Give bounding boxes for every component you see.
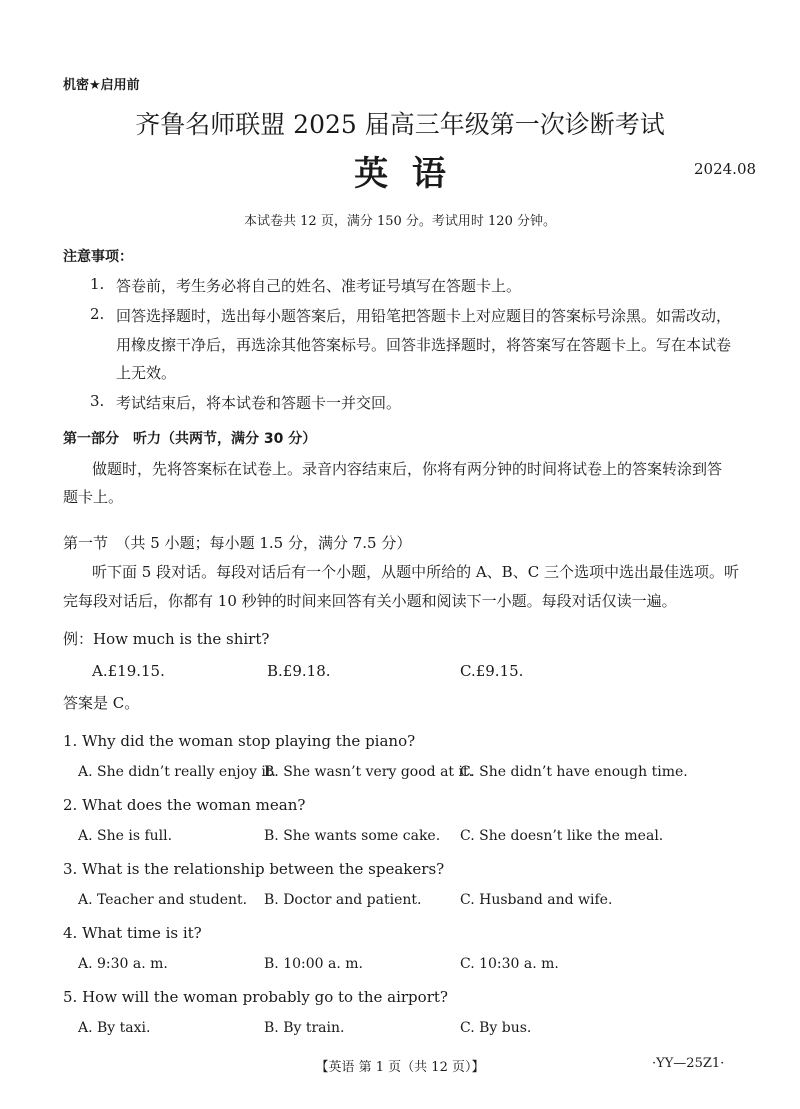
- notes-title: 注意事项：: [63, 249, 133, 265]
- question-option: B. By train.: [264, 1020, 345, 1036]
- question-option: A. Teacher and student.: [78, 892, 248, 908]
- part1-instruction: 题卡上。: [63, 488, 124, 506]
- question-option: C. She doesn’t like the meal.: [460, 828, 664, 844]
- question-option: C. Husband and wife.: [460, 892, 613, 908]
- example-option: C.£9.15.: [460, 662, 524, 680]
- page-footer: 【英语 第 1 页（共 12 页）】: [315, 1060, 485, 1075]
- example-option: B.£9.18.: [267, 662, 331, 680]
- question-stem: 2. What does the woman mean?: [63, 796, 306, 814]
- question-option: A. By taxi.: [78, 1020, 151, 1036]
- question-option: B. 10:00 a. m.: [264, 956, 363, 972]
- note-text: 用橡皮擦干净后，再选涂其他答案标号。回答非选择题时，将答案写在答题卡上。写在本试卷: [116, 336, 732, 354]
- question-option: B. She wasn’t very good at it.: [264, 764, 474, 780]
- note-number: 2.: [90, 305, 105, 323]
- part1-title: 第一部分 听力（共两节，满分 30 分）: [63, 431, 317, 447]
- exam-title: 齐鲁名师联盟 2025 届高三年级第一次诊断考试: [135, 110, 665, 139]
- question-stem: 5. How will the woman probably go to the airport?: [63, 988, 448, 1006]
- question-option: B. She wants some cake.: [264, 828, 441, 844]
- exam-info: 本试卷共 12 页，满分 150 分。考试用时 120 分钟。: [244, 214, 556, 229]
- note-text: 回答选择题时，选出每小题答案后，用铅笔把答题卡上对应题目的答案标号涂黑。如需改动，: [116, 307, 732, 325]
- note-text: 答卷前，考生务必将自己的姓名、准考证号填写在答题卡上。: [116, 277, 522, 295]
- part1-instruction: 做题时，先将答案标在试卷上。录音内容结束后，你将有两分钟的时间将试卷上的答案转涂到答: [92, 460, 723, 478]
- exam-date: 2024.08: [694, 160, 757, 178]
- example-answer: 答案是 C。: [63, 694, 140, 712]
- question-stem: 1. Why did the woman stop playing the piano?: [63, 732, 416, 750]
- question-stem: 3. What is the relationship between the speakers?: [63, 860, 445, 878]
- question-option: C. By bus.: [460, 1020, 532, 1036]
- note-number: 3.: [90, 392, 105, 410]
- question-option: A. She is full.: [78, 828, 173, 844]
- section1-title: 第一节 （共 5 小题；每小题 1.5 分，满分 7.5 分）: [63, 534, 412, 552]
- question-option: A. She didn’t really enjoy it.: [78, 764, 276, 780]
- note-text: 考试结束后，将本试卷和答题卡一并交回。: [116, 394, 402, 412]
- question-option: B. Doctor and patient.: [264, 892, 422, 908]
- section1-instruction: 听下面 5 段对话。每段对话后有一个小题，从题中所给的 A、B、C 三个选项中选出最佳选项。听: [92, 563, 739, 581]
- exam-code: ·YY—25Z1·: [652, 1056, 725, 1071]
- confidential-label: 机密★启用前: [63, 78, 140, 93]
- note-text: 上无效。: [116, 364, 177, 382]
- note-number: 1.: [90, 275, 105, 293]
- section1-instruction: 完每段对话后，你都有 10 秒钟的时间来回答有关小题和阅读下一小题。每段对话仅读一遍。: [63, 592, 677, 610]
- example-option: A.£19.15.: [92, 662, 165, 680]
- example-question: 例：How much is the shirt?: [63, 630, 270, 648]
- question-option: C. 10:30 a. m.: [460, 956, 559, 972]
- subject-title: 英 语: [354, 154, 446, 194]
- question-stem: 4. What time is it?: [63, 924, 202, 942]
- question-option: A. 9:30 a. m.: [78, 956, 168, 972]
- question-option: C. She didn’t have enough time.: [460, 764, 688, 780]
